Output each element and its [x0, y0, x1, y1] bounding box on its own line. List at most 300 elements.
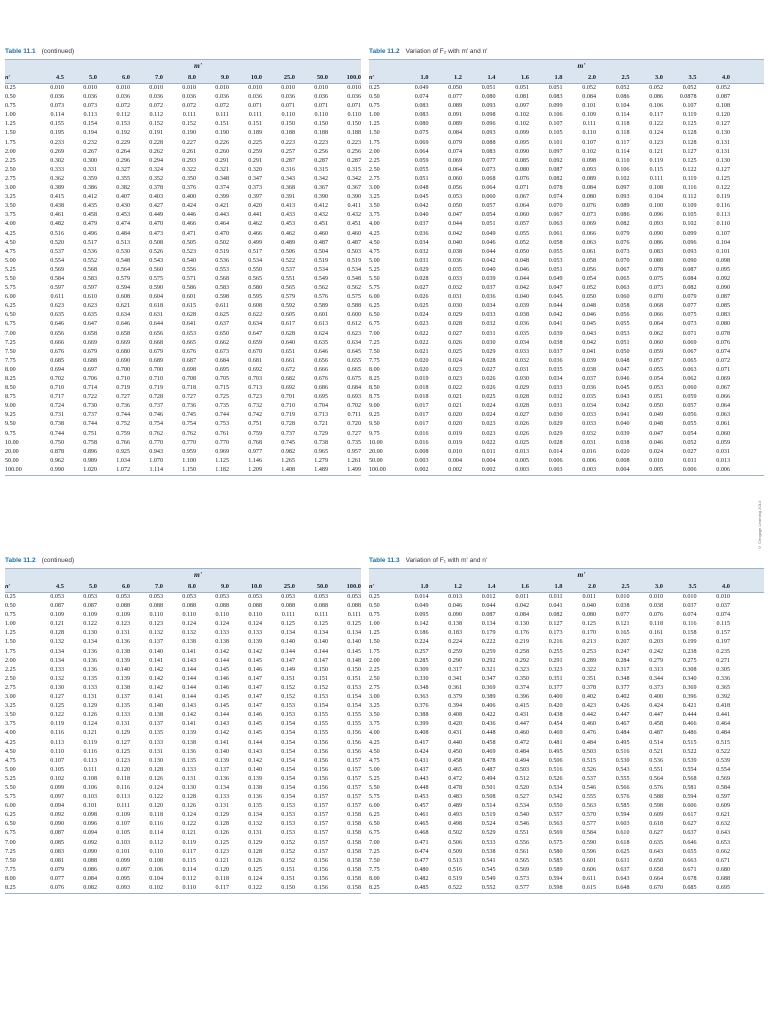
table-cell: 0.536 — [215, 257, 229, 264]
row-label: 4.75 — [369, 248, 380, 255]
table-cell: 0.073 — [649, 285, 663, 292]
table-cell: 0.766 — [116, 439, 130, 446]
table-cell: 0.284 — [615, 657, 630, 664]
table-row — [369, 866, 764, 875]
table-cell: 0.665 — [347, 366, 361, 373]
table-cell: 0.640 — [281, 339, 295, 346]
table-cell: 0.125 — [248, 866, 262, 873]
row-label: 1.25 — [369, 630, 380, 637]
table-cell: 0.727 — [116, 394, 130, 401]
table-cell: 0.465 — [414, 821, 429, 828]
table-cell: 0.130 — [716, 130, 730, 137]
table-cell: 0.125 — [682, 157, 697, 164]
table-cell: 0.320 — [248, 166, 262, 173]
table-cell: 0.321 — [481, 666, 496, 673]
table-row — [5, 202, 361, 211]
table-cell: 0.583 — [83, 275, 97, 282]
table-cell: 0.323 — [548, 666, 563, 673]
table-cell: 0.957 — [347, 448, 361, 455]
table-cell: 0.073 — [50, 103, 64, 110]
table-cell: 0.016 — [582, 448, 596, 455]
table-cell: 0.389 — [50, 185, 64, 192]
table-cell: 0.033 — [481, 312, 496, 319]
row-label: 8.00 — [369, 875, 380, 882]
table-cell: 0.133 — [116, 712, 130, 719]
table-cell: 0.107 — [548, 121, 563, 128]
table-cell: 0.379 — [448, 694, 462, 701]
table-row — [369, 602, 764, 611]
table-cell: 0.376 — [414, 703, 429, 710]
table-cell: 0.010 — [649, 457, 663, 464]
table-cell: 0.147 — [314, 657, 328, 664]
table-cell: 0.460 — [347, 230, 361, 237]
table-cell: 0.056 — [448, 185, 462, 192]
table-cell: 0.103 — [116, 839, 130, 846]
table-cell: 0.025 — [448, 348, 462, 355]
table-cell: 0.068 — [481, 175, 496, 182]
table-cell: 0.365 — [716, 684, 730, 691]
table-cell: 0.762 — [182, 430, 196, 437]
table-cell: 0.029 — [448, 312, 462, 319]
table-cell: 0.348 — [215, 175, 229, 182]
table-cell: 0.516 — [548, 766, 563, 773]
table-cell: 0.634 — [248, 321, 262, 328]
table-cell: 0.061 — [582, 248, 596, 255]
table-cell: 0.158 — [347, 848, 361, 855]
table-cell: 0.061 — [716, 421, 730, 428]
table-cell: 0.111 — [248, 112, 262, 119]
table-row — [5, 638, 361, 647]
table-cell: 0.074 — [548, 194, 563, 201]
table-cell: 0.087 — [716, 94, 730, 101]
table-row — [369, 93, 764, 102]
table-cell: 0.731 — [50, 412, 64, 419]
table-cell: 0.294 — [149, 157, 163, 164]
table-caption-text: Variation of F₂ with m' and n' — [405, 48, 488, 55]
table-cell: 0.063 — [615, 285, 630, 292]
row-label: 8.50 — [5, 385, 16, 392]
table-cell: 0.058 — [582, 257, 596, 264]
table-cell: 0.106 — [548, 112, 563, 119]
table-row — [5, 320, 361, 329]
table-cell: 0.048 — [515, 257, 529, 264]
table-cell: 0.708 — [182, 376, 196, 382]
table-row — [5, 175, 361, 184]
table-cell: 0.102 — [515, 112, 529, 119]
table-cell: 0.136 — [83, 648, 97, 655]
table-cell: 0.057 — [649, 357, 663, 364]
row-label: 7.00 — [5, 839, 16, 846]
table-row — [369, 166, 764, 175]
table-cell: 0.108 — [83, 775, 97, 782]
table-row — [369, 820, 764, 829]
row-label: 5.50 — [369, 784, 380, 791]
table-cell: 0.154 — [281, 794, 295, 801]
table-cell: 0.034 — [481, 303, 496, 310]
table-cell: 0.669 — [116, 339, 130, 346]
row-label: 4.50 — [5, 239, 16, 246]
table-cell: 0.155 — [314, 712, 328, 719]
table-cell: 0.589 — [548, 866, 563, 873]
table-cell: 0.576 — [649, 784, 663, 791]
table-cell: 0.076 — [582, 203, 596, 210]
table-cell: 0.440 — [448, 739, 462, 746]
table-cell: 0.101 — [582, 103, 596, 110]
table-cell: 0.598 — [215, 294, 229, 301]
table-cell: 0.556 — [515, 839, 529, 846]
table-cell: 0.647 — [248, 330, 262, 337]
table-11-1-continued — [5, 47, 361, 476]
table-cell: 0.079 — [448, 139, 462, 146]
table-cell: 0.386 — [83, 185, 97, 192]
table-cell: 0.013 — [448, 594, 462, 600]
table-cell: 0.021 — [414, 348, 429, 355]
table-cell: 0.073 — [615, 248, 630, 255]
table-cell: 0.035 — [548, 366, 563, 373]
table-cell: 0.515 — [582, 757, 596, 764]
table-cell: 0.161 — [649, 630, 663, 637]
row-label: 2.00 — [5, 148, 16, 155]
table-row — [5, 711, 361, 720]
row-label: 4.75 — [5, 757, 16, 764]
table-cell: 0.144 — [215, 657, 229, 664]
table-cell: 0.374 — [515, 684, 529, 691]
table-cell: 0.028 — [515, 394, 529, 401]
table-cell: 0.725 — [215, 394, 229, 401]
table-cell: 1.408 — [281, 466, 295, 473]
table-cell: 0.514 — [649, 739, 663, 746]
table-row — [369, 257, 764, 266]
table-cell: 0.125 — [215, 839, 229, 846]
table-cell: 0.672 — [281, 366, 295, 373]
row-label: 3.00 — [369, 185, 380, 192]
table-cell: 0.424 — [182, 203, 196, 210]
table-cell: 0.291 — [548, 657, 563, 664]
table-cell: 0.692 — [248, 366, 262, 373]
table-cell: 0.536 — [83, 248, 97, 255]
table-cell: 0.368 — [281, 185, 295, 192]
table-cell: 0.408 — [414, 730, 429, 737]
table-cell: 0.087 — [50, 830, 64, 837]
table-cell: 0.142 — [248, 757, 262, 764]
table-cell: 0.097 — [116, 866, 130, 873]
row-label: 0.50 — [369, 94, 380, 101]
table-cell: 0.059 — [414, 157, 429, 164]
table-cell: 0.078 — [716, 330, 730, 337]
table-cell: 0.279 — [649, 657, 663, 664]
table-cell: 0.031 — [515, 366, 529, 373]
table-cell: 0.038 — [515, 312, 529, 319]
table-cell: 0.118 — [616, 130, 630, 137]
table-cell: 0.534 — [347, 266, 361, 273]
table-cell: 0.588 — [649, 794, 663, 801]
table-cell: 0.150 — [281, 121, 295, 128]
table-cell: 0.496 — [83, 230, 97, 237]
table-cell: 0.140 — [149, 703, 163, 710]
table-cell: 0.609 — [716, 803, 730, 810]
table-cell: 0.107 — [582, 139, 596, 146]
column-header: 7.0 — [155, 74, 163, 81]
table-cell: 0.139 — [215, 757, 229, 764]
table-cell: 0.713 — [248, 385, 262, 392]
table-cell: 0.037 — [716, 603, 730, 610]
row-label: 2.75 — [369, 684, 380, 691]
table-cell: 0.717 — [50, 394, 64, 401]
table-cell: 0.744 — [215, 412, 229, 419]
table-cell: 0.102 — [615, 175, 630, 182]
table-cell: 0.469 — [548, 730, 563, 737]
column-headers — [5, 72, 361, 83]
table-cell: 0.676 — [314, 376, 328, 382]
table-cell: 0.476 — [582, 730, 596, 737]
table-cell: 0.073 — [481, 166, 496, 173]
table-cell: 0.122 — [716, 185, 730, 192]
table-cell: 0.494 — [515, 757, 529, 764]
table-row — [5, 93, 361, 102]
table-cell: 0.644 — [149, 321, 163, 328]
table-row — [5, 648, 361, 657]
table-cell: 0.026 — [448, 339, 462, 346]
table-cell: 0.093 — [116, 885, 130, 891]
table-cell: 0.042 — [515, 603, 529, 610]
row-label: 6.50 — [369, 312, 380, 319]
table-cell: 0.134 — [347, 630, 361, 637]
table-cell: 0.050 — [582, 294, 596, 301]
table-cell: 0.589 — [314, 303, 328, 310]
table-cell: 0.438 — [548, 712, 563, 719]
table-cell: 0.089 — [448, 121, 462, 128]
table-cell: 0.049 — [481, 230, 496, 237]
table-row — [5, 230, 361, 239]
table-cell: 0.095 — [414, 612, 429, 619]
table-cell: 0.034 — [515, 339, 529, 346]
column-header: n' — [369, 583, 375, 590]
table-cell: 0.158 — [347, 857, 361, 864]
table-cell: 0.053 — [314, 594, 328, 600]
table-cell: 0.011 — [515, 594, 529, 600]
table-cell: 0.460 — [515, 730, 529, 737]
row-label: 2.50 — [5, 166, 16, 173]
table-cell: 0.129 — [83, 703, 97, 710]
table-cell: 0.158 — [347, 812, 361, 819]
table-cell: 0.011 — [549, 594, 563, 600]
table-cell: 0.557 — [548, 812, 563, 819]
table-cell: 0.157 — [314, 830, 328, 837]
table-cell: 0.017 — [414, 403, 429, 410]
table-cell: 0.042 — [548, 312, 563, 319]
table-cell: 0.089 — [448, 103, 462, 110]
table-cell: 0.634 — [347, 339, 361, 346]
table-cell: 0.082 — [682, 285, 697, 292]
table-cell: 0.127 — [716, 166, 730, 173]
table-cell: 0.688 — [716, 875, 730, 882]
table-cell: 0.458 — [83, 212, 97, 219]
table-cell: 0.653 — [182, 330, 196, 337]
table-cell: 0.038 — [582, 366, 596, 373]
table-cell: 0.316 — [281, 166, 295, 173]
table-cell: 0.012 — [481, 594, 496, 600]
row-label: 5.50 — [369, 275, 380, 282]
table-cell: 0.646 — [682, 839, 697, 846]
table-cell: 1.100 — [182, 457, 196, 464]
table-cell: 0.761 — [215, 430, 229, 437]
table-cell: 0.016 — [414, 430, 429, 437]
table-cell: 0.093 — [682, 248, 697, 255]
table-cell: 0.021 — [448, 403, 462, 410]
table-cell: 0.594 — [615, 812, 630, 819]
table-cell: 0.392 — [716, 694, 730, 701]
table-cell: 0.134 — [281, 630, 295, 637]
column-header: 4.0 — [722, 74, 730, 81]
table-number: Table 11.2 — [369, 48, 400, 55]
column-header: 1.8 — [554, 74, 563, 81]
table-cell: 0.055 — [414, 166, 429, 173]
table-cell: 0.059 — [682, 394, 697, 401]
table-cell: 0.084 — [83, 875, 97, 882]
table-cell: 0.024 — [649, 448, 663, 455]
table-cell: 0.141 — [182, 648, 196, 655]
table-cell: 0.959 — [182, 448, 196, 455]
table-cell: 0.618 — [615, 839, 630, 846]
table-cell: 0.676 — [182, 348, 196, 355]
table-cell: 0.223 — [347, 139, 361, 146]
table-body — [5, 84, 361, 476]
table-cell: 0.069 — [682, 339, 697, 346]
table-cell: 0.156 — [314, 885, 328, 891]
table-row — [369, 857, 764, 866]
table-cell: 0.074 — [682, 612, 697, 619]
table-cell: 0.057 — [481, 203, 496, 210]
table-cell: 0.055 — [548, 248, 563, 255]
table-cell: 0.130 — [182, 784, 196, 791]
table-cell: 0.422 — [481, 712, 496, 719]
table-cell: 0.688 — [83, 357, 97, 364]
table-cell: 0.128 — [149, 766, 163, 773]
table-cell: 0.145 — [248, 657, 262, 664]
table-cell: 0.289 — [582, 657, 596, 664]
table-cell: 0.623 — [83, 303, 97, 310]
row-label: 1.75 — [5, 139, 16, 146]
table-cell: 0.622 — [248, 312, 262, 319]
table-cell: 0.373 — [248, 185, 262, 192]
table-cell: 0.091 — [448, 112, 462, 119]
table-cell: 0.066 — [716, 394, 730, 401]
table-cell: 0.664 — [649, 875, 663, 882]
table-cell: 0.063 — [716, 412, 730, 419]
table-cell: 0.070 — [548, 203, 563, 210]
table-cell: 0.004 — [481, 457, 496, 464]
table-cell: 0.102 — [50, 775, 64, 782]
table-11-2 — [369, 47, 764, 476]
table-cell: 0.036 — [515, 321, 529, 328]
table-cell: 0.142 — [248, 648, 262, 655]
table-cell: 0.679 — [149, 348, 163, 355]
table-cell: 0.144 — [314, 648, 328, 655]
table-cell: 0.083 — [414, 112, 429, 119]
table-cell: 0.153 — [281, 803, 295, 810]
column-header: 4.0 — [722, 583, 730, 590]
table-cell: 0.247 — [615, 648, 630, 655]
table-cell: 0.400 — [182, 194, 196, 201]
table-cell: 0.367 — [314, 185, 328, 192]
table-row — [369, 611, 764, 620]
row-label: 0.25 — [369, 85, 380, 91]
column-headers — [5, 581, 361, 592]
table-cell: 0.144 — [281, 648, 295, 655]
table-cell: 0.157 — [347, 803, 361, 810]
table-cell: 0.089 — [615, 203, 630, 210]
table-cell: 0.350 — [182, 175, 196, 182]
row-label: 7.75 — [5, 866, 16, 873]
table-cell: 0.224 — [448, 639, 462, 646]
table-cell: 0.114 — [182, 866, 196, 873]
table-cell: 0.056 — [682, 412, 697, 419]
table-cell: 0.453 — [414, 794, 429, 801]
row-label: 2.00 — [369, 657, 380, 664]
table-cell: 0.140 — [314, 639, 328, 646]
table-cell: 0.466 — [248, 230, 262, 237]
table-cell: 0.128 — [50, 630, 64, 637]
table-cell: 0.293 — [182, 157, 196, 164]
table-cell: 0.485 — [414, 885, 429, 891]
column-header: 1.2 — [454, 583, 462, 590]
table-cell: 0.711 — [347, 412, 361, 419]
table-cell: 0.465 — [448, 766, 462, 773]
table-cell: 0.594 — [116, 285, 130, 292]
table-cell: 0.478 — [448, 784, 462, 791]
table-cell: 0.087 — [481, 612, 496, 619]
table-cell: 0.010 — [716, 594, 730, 600]
table-cell: 0.042 — [414, 203, 429, 210]
table-cell: 0.100 — [649, 203, 663, 210]
table-cell: 0.152 — [281, 684, 295, 691]
table-cell: 0.156 — [347, 748, 361, 755]
table-cell: 0.083 — [716, 312, 730, 319]
table-cell: 0.136 — [215, 775, 229, 782]
table-row — [369, 102, 764, 111]
table-cell: 0.124 — [83, 721, 97, 728]
table-row — [5, 311, 361, 320]
table-cell: 0.758 — [83, 439, 97, 446]
table-cell: 0.746 — [149, 412, 163, 419]
table-cell: 0.070 — [649, 294, 663, 301]
table-cell: 0.139 — [116, 675, 130, 682]
table-cell: 0.049 — [414, 85, 429, 91]
table-cell: 0.119 — [649, 157, 663, 164]
table-cell: 0.706 — [83, 376, 97, 382]
table-row — [369, 666, 764, 675]
table-cell: 0.597 — [83, 285, 97, 292]
table-row — [369, 793, 764, 802]
table-cell: 0.489 — [281, 239, 295, 246]
table-cell: 0.727 — [347, 430, 361, 437]
table-cell: 0.604 — [149, 294, 163, 301]
row-label: 2.50 — [369, 675, 380, 682]
table-cell: 0.051 — [649, 394, 663, 401]
table-cell: 0.136 — [182, 748, 196, 755]
table-cell: 0.377 — [548, 684, 563, 691]
table-cell: 0.106 — [649, 103, 663, 110]
table-cell: 0.477 — [414, 857, 429, 864]
table-cell: 0.489 — [448, 803, 462, 810]
table-row — [5, 702, 361, 711]
table-cell: 0.095 — [515, 139, 529, 146]
table-cell: 0.546 — [582, 784, 596, 791]
table-cell: 0.499 — [248, 239, 262, 246]
table-cell: 0.083 — [50, 848, 64, 855]
column-header: 2.5 — [621, 583, 630, 590]
table-number: Table 11.2 — [5, 557, 36, 564]
